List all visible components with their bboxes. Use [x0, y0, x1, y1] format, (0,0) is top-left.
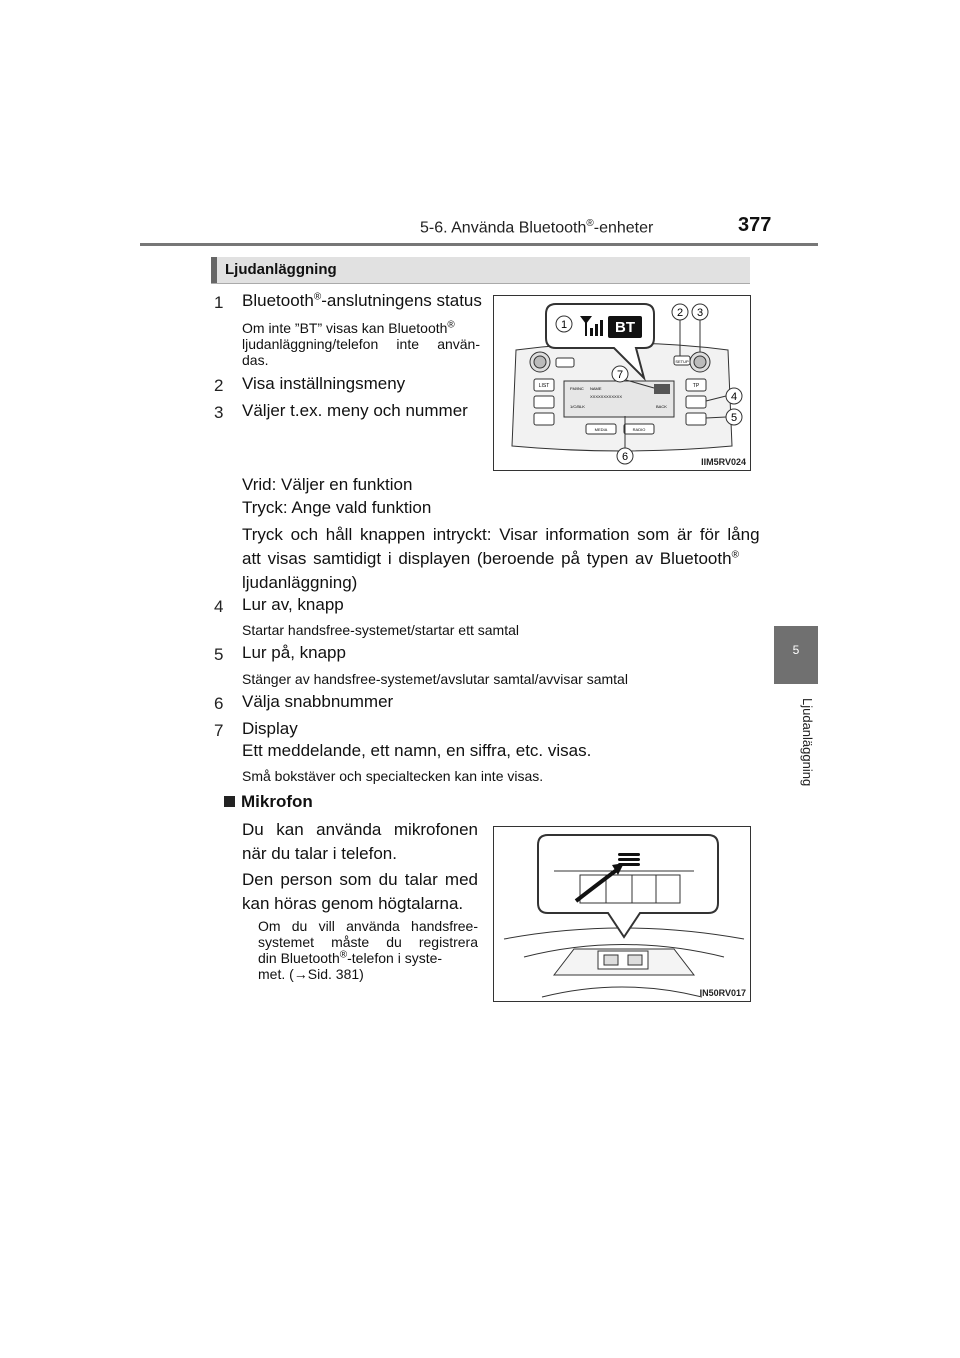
item-3-hold-sup: ®	[731, 549, 739, 561]
list-button-label: LIST	[538, 383, 550, 389]
tp-button-label: TP	[692, 383, 700, 389]
item-1-note-sup: ®	[447, 319, 455, 331]
microphone-note-line2: systemet måste du registrera	[258, 934, 478, 950]
item-3-press: Tryck: Ange vald funktion	[242, 498, 432, 517]
section-title: Ljudanläggning	[225, 261, 337, 278]
chapter-header	[420, 218, 653, 237]
item-1-note-line3: das.	[242, 352, 269, 368]
section-marker	[211, 257, 217, 283]
item-1-title-post: -anslutningens status	[321, 291, 482, 310]
item-7-note: Små bokstäver och specialtecken kan inte visas.	[242, 768, 544, 784]
media-button-label: MEDIA	[594, 427, 608, 432]
microphone-note-line4: met. (→Sid. 381)	[258, 966, 364, 982]
microphone-illustration	[494, 827, 750, 1001]
item-number-1: 1	[214, 293, 224, 312]
item-6-title: Välja snabbnummer	[242, 692, 394, 711]
item-5-note: Stänger av handsfree-systemet/avslutar samtal/avvisar samtal	[242, 671, 628, 687]
item-number-7: 7	[214, 721, 224, 740]
item-1-note-line2: ljudanläggning/telefon inte använ-	[242, 336, 480, 352]
item-2-title: Visa inställningsmeny	[242, 374, 406, 393]
item-1-note	[242, 320, 480, 368]
callout-3: 3	[696, 307, 704, 319]
chapter-suffix: -enheter	[593, 219, 654, 237]
callout-2: 2	[676, 307, 684, 319]
microphone-p2-line1: Den person som du talar med	[242, 870, 478, 889]
section-title-bar	[211, 257, 750, 284]
screen-mode-label: 1/C/BLK	[570, 404, 585, 409]
microphone-p2-line2: kan höras genom högtalarna.	[242, 894, 464, 913]
item-3-title: Väljer t.ex. meny och nummer	[242, 401, 468, 420]
microphone-note-sup: ®	[339, 949, 348, 961]
item-3-hold-line2: att visas samtidigt i displayen (beroende på typen av Bluetooth	[242, 549, 732, 568]
bt-label: BT	[615, 319, 635, 336]
microphone-p1	[242, 818, 478, 866]
item-number-6: 6	[214, 694, 224, 713]
screen-back-label: BACK	[656, 404, 667, 409]
microphone-note-line3-pre: din Bluetooth	[258, 950, 340, 966]
microphone-heading-text: Mikrofon	[241, 792, 313, 811]
figure1-caption: IIM5RV024	[701, 457, 746, 467]
item-3-hold-line1: Tryck och håll knappen intryckt: Visar information som är för lång	[242, 525, 760, 544]
item-number-2: 2	[214, 376, 224, 395]
item-4-note: Startar handsfree-systemet/startar ett samtal	[242, 622, 519, 638]
microphone-note-line3-post: -telefon i syste-	[347, 950, 443, 966]
callout-1: 1	[560, 319, 568, 331]
item-3-hold-line3: ljudanläggning)	[242, 573, 358, 592]
callout-6: 6	[621, 451, 629, 463]
radio-button-label: RADIO	[632, 427, 646, 432]
registered-mark: ®	[586, 218, 594, 229]
header-rule	[140, 243, 818, 246]
screen-name-label: NAME	[590, 386, 602, 391]
audio-panel-figure	[493, 295, 751, 471]
callout-5: 5	[730, 412, 738, 424]
chapter-tab-title: Ljudanläggning	[800, 698, 815, 787]
callout-4: 4	[730, 391, 738, 403]
square-bullet-icon	[224, 796, 235, 807]
microphone-p1-line2: när du talar i telefon.	[242, 844, 397, 863]
chapter-prefix: 5-6. Använda Bluetooth	[420, 219, 587, 237]
figure2-caption: IN50RV017	[699, 988, 746, 998]
item-1-note-line1: Om inte ”BT” visas kan Bluetooth	[242, 320, 448, 336]
microphone-p1-line1: Du kan använda mikrofonen	[242, 820, 478, 839]
setup-button-label: SETUP	[675, 359, 689, 364]
item-1-title-sup: ®	[313, 291, 322, 303]
microphone-note-line1: Om du vill använda handsfree-	[258, 918, 478, 934]
item-number-3: 3	[214, 403, 224, 422]
item-1-title	[242, 290, 482, 312]
item-3-hold	[242, 523, 760, 595]
audio-panel-illustration	[494, 296, 750, 470]
callout-7: 7	[616, 369, 624, 381]
item-7-title: Display	[242, 719, 298, 738]
item-3-turn: Vrid: Väljer en funktion	[242, 475, 413, 494]
chapter-tab: 5	[774, 626, 818, 684]
item-4-title: Lur av, knapp	[242, 595, 344, 614]
item-number-4: 4	[214, 597, 224, 616]
microphone-p2	[242, 868, 478, 916]
screen-fm-label: FM/INC	[570, 386, 584, 391]
item-7-line2: Ett meddelande, ett namn, en siffra, etc. visas.	[242, 741, 592, 760]
microphone-heading	[224, 791, 313, 813]
microphone-note	[258, 918, 478, 982]
page-number: 377	[738, 214, 772, 236]
microphone-figure	[493, 826, 751, 1002]
item-1-title-pre: Bluetooth	[242, 291, 314, 310]
item-5-title: Lur på, knapp	[242, 643, 346, 662]
item-number-5: 5	[214, 645, 224, 664]
screen-digits-label: XXXXXXXXXXXX	[590, 394, 623, 399]
